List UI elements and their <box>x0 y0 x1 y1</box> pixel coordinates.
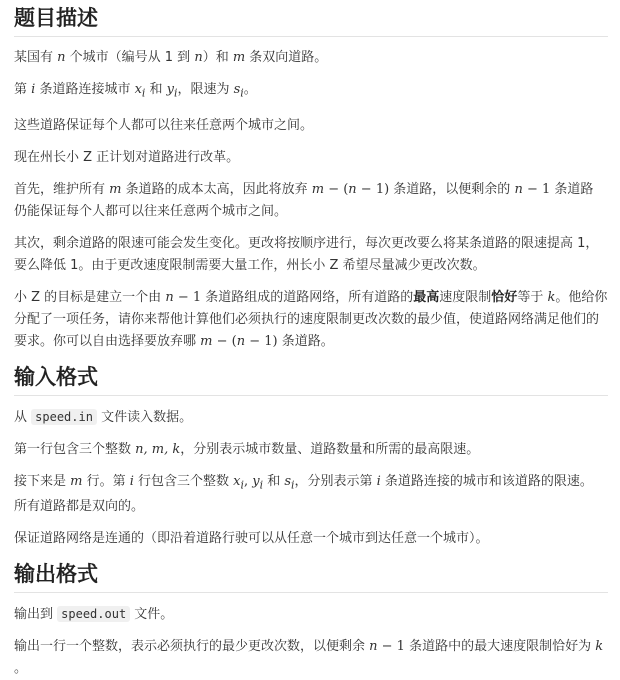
desc-paragraph-2: 第 i 条道路连接城市 $x_i$ 和 $y_i$，限速为 $s_i$。 <box>14 82 257 100</box>
input-paragraph-4: 保证道路网络是连通的（即沿着道路行驶可以从任意一个城市到达任意一个城市）。 <box>14 531 489 547</box>
section-title-description: 题目描述 <box>14 4 608 37</box>
desc-paragraph-6: 其次，剩余道路的限速可能会发生变化。更改将按顺序进行，每次更改要么将某条道路的限速提高 1， 要么降低 1。由于更改速度限制需要大量工作，州长小 Z 希望尽量减少更改次数。 <box>14 235 599 273</box>
output-paragraph-2: 输出一行一个整数，表示必须执行的最少更改次数，以便剩余 n − 1 条道路中的最大速度限制恰好为 k 。 <box>14 639 604 677</box>
input-paragraph-1: 从 speed.in 文件读入数据。 <box>14 409 193 425</box>
input-paragraph-2: 第一行包含三个整数 n, m, k，分别表示城市数量、道路数量和所需的最高限速。 <box>14 441 480 457</box>
input-paragraph-3: 接下来是 m 行。第 i 行包含三个整数 $x_i$, $y_i$ 和 $s_i$，分别表示第 i 条道路连接的城市和该道路的限速。 所有道路都是双向的。 <box>14 473 593 515</box>
desc-paragraph-4: 现在州长小 Z 正计划对道路进行改革。 <box>14 149 240 165</box>
desc-paragraph-5: 首先，维护所有 m 条道路的成本太高，因此将放弃 m − (n − 1) 条道路，以便剩余的 n − 1 条道路 仍能保证每个人都可以往来任意两个城市之间。 <box>14 181 594 219</box>
output-filename: speed.out <box>57 606 130 622</box>
problem-statement <box>14 0 608 680</box>
desc-paragraph-1: 某国有 n 个城市（编号从 1 到 n）和 m 条双向道路。 <box>14 50 328 65</box>
section-title-output: 输出格式 <box>14 560 608 593</box>
desc-paragraph-7: 小 Z 的目标是建立一个由 n − 1 条道路组成的道路网络，所有道路的最高速度限制恰好等于 k。他给你 分配了一项任务，请你来帮他计算他们必须执行的速度限制更改次数的最少值，使道路网络满足他们的 要求。你可以自由选择要放弃哪 m − (n − 1) 条道路。 <box>14 289 608 349</box>
desc-paragraph-3: 这些道路保证每个人都可以往来任意两个城市之间。 <box>14 117 314 133</box>
input-filename: speed.in <box>31 409 97 425</box>
section-title-input: 输入格式 <box>14 363 608 396</box>
output-paragraph-1: 输出到 speed.out 文件。 <box>14 607 174 623</box>
